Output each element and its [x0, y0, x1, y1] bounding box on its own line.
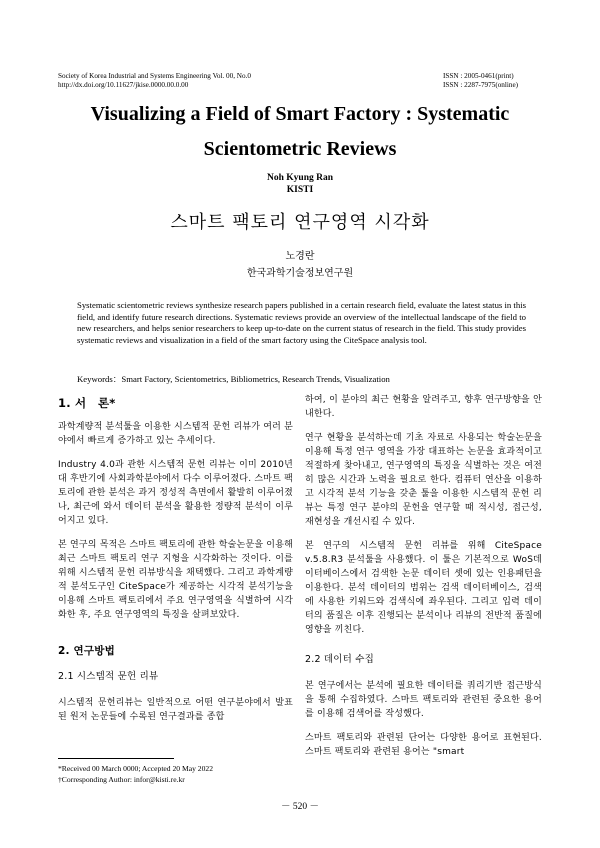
title-line-1: Visualizing a Field of Smart Factory : Systematic	[90, 103, 510, 125]
paragraph: Industry 4.0과 관한 시스템적 문헌 리뷰는 이미 2010년대 후반기에 사회과학분야에서 다수 이루어졌다. 스마트 팩토리에 관한 분석은 과거 정성적 측면에서 활발히 이루어졌나, 최근에 와서 데이터 분석을 활용한 정량적 분석이 이루어지고 있다.	[58, 460, 293, 526]
author-affiliation-ko: 한국과학기술정보연구원	[246, 268, 354, 279]
paragraph: 본 연구의 목적은 스마트 팩토리에 관한 학술논문을 이용해 최근 스마트 팩토리 연구 지형을 시각화하는 것이다. 이를 위해 시스템적 문헌 리뷰방식을 채택했다. 그리고 과학계량적 분석도구인 CiteSpace가 제공하는 시각적 분석기능을 이용해 스마트 팩토리에서 주요 연구영역을 식별하여 시각화한 후, 주요 연구영역의 특징을 살펴보았다.	[58, 540, 293, 620]
paragraph: 스마트 팩토리와 관련된 단어는 다양한 용어로 표현된다. 스마트 팩토리와 관련된 용어는 "smart	[305, 733, 542, 757]
footnotes	[58, 763, 213, 785]
paragraph: 하여, 이 분야의 최근 현황을 알려주고, 향후 연구방향을 안내한다.	[305, 395, 542, 419]
section-1-heading: 1. 서 론*	[58, 396, 116, 410]
subsection-2-2-heading: 2.2 데이터 수집	[305, 654, 375, 665]
paragraph: 본 연구의 시스템적 문헌 리뷰를 위해 CiteSpace v.5.8.R3 분석툴을 사용했다. 이 툴은 기본적으로 WoS데이터베이스에서 검색한 논문 데이터 셋에 있는 인용패턴을 이용한다. 분석 데이터의 범위는 검색 데이터베이스, 검색에 사용한 키워드와 검색식에 좌우된다. 그리고 입력 데이터의 품질은 이후 진행되는 분석이나 리뷰의 전반적 품질에 영향을 끼친다.	[305, 541, 542, 635]
page-number: － 520 －	[280, 802, 319, 812]
journal-name: Society of Korea Industrial and Systems Engineering Vol. 00, No.0	[58, 72, 251, 80]
footnote-received: *Received 00 March 0000; Accepted 20 May 2022	[58, 764, 213, 773]
title-line-2: Scientometric Reviews	[203, 138, 397, 160]
author-en	[0, 172, 600, 196]
footnote-rule	[58, 758, 174, 759]
subsection-2-1-heading: 2.1 시스템적 문헌 리뷰	[58, 671, 159, 682]
paragraph: 과학계량적 분석툴을 이용한 시스템적 문헌 리뷰가 여러 분야에서 빠르게 증가하고 있는 추세이다.	[58, 422, 293, 446]
abstract: Systematic scientometric reviews synthesize research papers published in a certain research field, evaluate the latest status in this field, and identify future research directions. Systematic reviews provide an overview of the intellectual landscape of the field to new researchers, and helps senior researchers to keep up-to-date on the current status of research in the field. This study provides systematic reviews and visualization in a field of the smart factory using the CiteSpace analysis tool.	[77, 300, 526, 345]
doi-link[interactable]: http://dx.doi.org/10.11627/jkise.0000.00.0.00	[58, 81, 189, 89]
footnote-corresponding: †Corresponding Author: infor@kisti.re.kr	[58, 775, 185, 784]
right-column	[305, 393, 542, 769]
left-column	[58, 396, 293, 734]
title-korean: 스마트 팩토리 연구영역 시각화	[170, 212, 430, 233]
issn-block	[443, 72, 518, 90]
issn-print: ISSN : 2005-0461(print)	[443, 72, 514, 80]
journal-header	[58, 72, 251, 90]
paragraph: 연구 현황을 분석하는데 기초 자료로 사용되는 학술논문을 이용해 특정 연구 영역을 가장 대표하는 논문을 효과적이고 적절하게 찾아내고, 연구영역의 특징을 식별하는 것은 여전히 많은 시간과 노력을 필요로 한다. 컴퓨터 연산을 이용하고 시각적 분석 기능을 갖춘 툴을 이용한 시스템적 문헌 리뷰는 특정 연구 분야의 문헌을 연구할 때 적시성, 접근성, 재현성을 개선시킬 수 있다.	[305, 433, 542, 527]
issn-online: ISSN : 2287-7975(online)	[443, 81, 519, 89]
section-2-heading: 2. 연구방법	[58, 645, 115, 657]
author-name-en: Noh Kyung Ran	[267, 173, 333, 183]
paragraph: 본 연구에서는 분석에 필요한 데이터를 쿼리기반 접근방식을 통해 수집하였다. 스마트 팩토리와 관련된 중요한 용어를 이용해 검색어를 작성했다.	[305, 681, 542, 719]
paragraph: 시스템적 문헌리뷰는 일반적으로 어떤 연구분야에서 발표된 원저 논문들에 수록된 연구결과를 종합	[58, 698, 293, 722]
author-ko	[0, 248, 600, 282]
author-affiliation-en: KISTI	[286, 185, 314, 195]
keywords: Keywords：Smart Factory, Scientometrics, Bibliometrics, Research Trends, Visualization	[77, 374, 390, 384]
author-name-ko: 노경란	[285, 251, 315, 262]
